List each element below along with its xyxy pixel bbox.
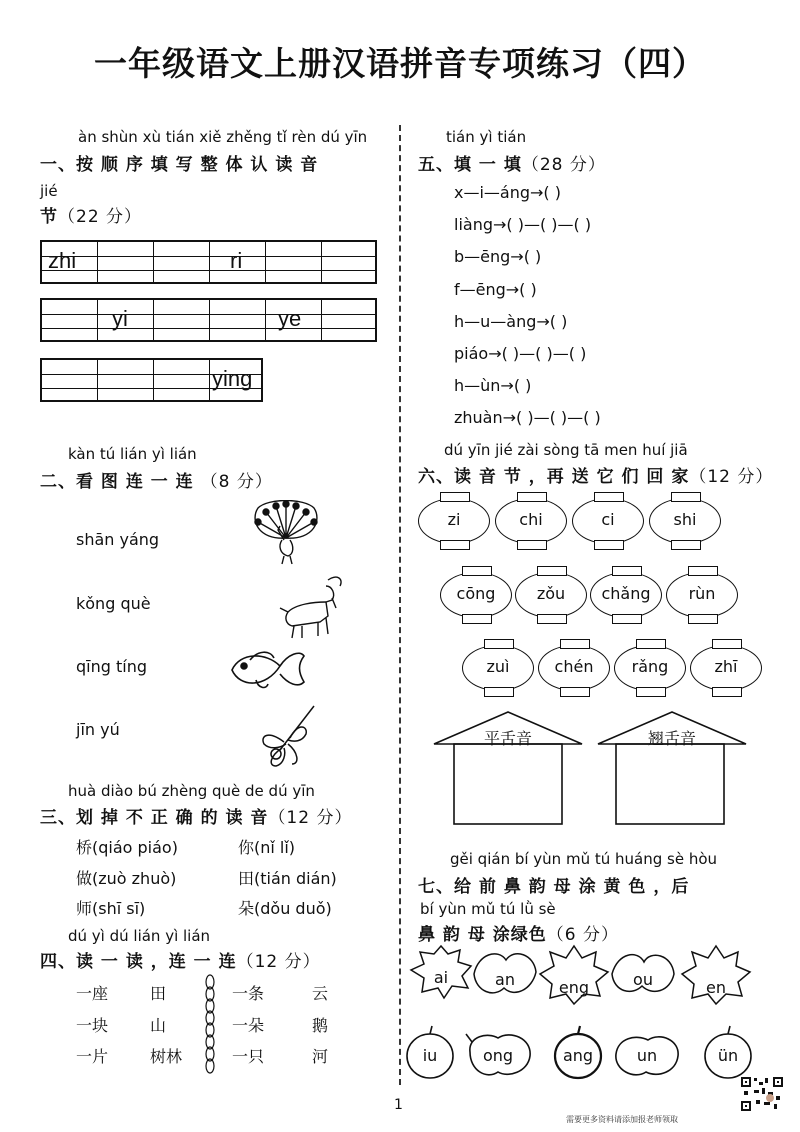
house-label: 平舌音: [483, 729, 532, 748]
s6-heading: 六、读 音 节 ，再 送 它 们 回 家（12 分）: [418, 467, 774, 487]
noun-word: 田: [150, 984, 167, 1003]
measure-word: 一只: [232, 1047, 265, 1066]
writing-grid-row2: [40, 298, 377, 342]
s3-heading: 三、划 掉 不 正 确 的 读 音（12 分）: [40, 808, 353, 828]
s4-heading: 四、读 一 读 ，连 一 连（12 分）: [40, 952, 321, 972]
lantern: [462, 645, 534, 691]
leaf-final: ou: [633, 970, 653, 989]
grid-text: zhi: [48, 248, 77, 273]
fruit-final: ün: [717, 1046, 739, 1065]
lantern-syllable: chǎng: [601, 584, 651, 603]
noun-word: 河: [312, 1047, 329, 1066]
writing-grid-row3: [40, 358, 263, 402]
fill-line: piáo→( )—( )—( ): [454, 344, 587, 363]
fill-line: liàng→( )—( )—( ): [454, 215, 592, 234]
lantern-syllable: zuì: [486, 657, 510, 676]
char-pinyin-item: 桥(qiáo piáo): [76, 838, 178, 857]
fruit-final: iu: [422, 1046, 438, 1065]
qr-note: 需要更多资料请添加报老师领取: [566, 1115, 678, 1124]
fill-line: f—ēng→( ): [454, 280, 537, 299]
pinyin-word: kǒng què: [76, 594, 151, 613]
s1-heading2: 节（22 分）: [40, 207, 143, 227]
fruit-final: un: [636, 1046, 658, 1065]
s1-heading: 一、按 顺 序 填 写 整 体 认 读 音: [40, 155, 319, 175]
measure-word: 一条: [232, 984, 265, 1003]
pinyin-word: qīng tíng: [76, 657, 147, 676]
leaf-final: eng: [558, 978, 590, 997]
lantern: [590, 572, 662, 618]
s1-pinyin2: jié: [40, 182, 58, 200]
peacock-icon: [248, 500, 323, 566]
s2-pinyin: kàn tú lián yì lián: [68, 445, 197, 463]
grid-text: ri: [230, 248, 243, 273]
s7-pinyin: gěi qián bí yùn mǔ tú huáng sè hòu: [450, 850, 718, 868]
char-pinyin-item: 做(zuò zhuò): [76, 869, 177, 888]
column-divider: [399, 125, 401, 1085]
page-number: 1: [394, 1097, 403, 1113]
grid-text: yi: [112, 306, 128, 331]
char-pinyin-item: 你(nǐ lǐ): [238, 838, 296, 857]
char-pinyin-item: 师(shī sī): [76, 899, 146, 918]
s6-pinyin: dú yīn jié zài sòng tā men huí jiā: [444, 441, 688, 459]
lantern-syllable: rùn: [688, 584, 716, 603]
lantern: [418, 498, 490, 544]
lantern: [666, 572, 738, 618]
lantern: [515, 572, 587, 618]
writing-grid-row1: [40, 240, 377, 284]
noun-word: 山: [150, 1016, 167, 1035]
pinyin-word: jīn yú: [76, 720, 120, 739]
lantern: [614, 645, 686, 691]
fill-line: h—ùn→( ): [454, 376, 532, 395]
fill-line: x—i—áng→( ): [454, 183, 561, 202]
lantern: [690, 645, 762, 691]
chain-divider: [202, 974, 218, 1078]
char-pinyin-item: 朵(dǒu duǒ): [238, 899, 332, 918]
s7-pinyin2: bí yùn mǔ tú lǜ sè: [420, 900, 556, 918]
pinyin-word: shān yáng: [76, 530, 160, 549]
noun-word: 鹅: [312, 1016, 329, 1035]
s7-heading2: 鼻 韵 母 涂绿色（6 分）: [418, 925, 619, 945]
goat-icon: [276, 572, 348, 640]
s2-heading: 二、看 图 连 一 连 （8 分）: [40, 472, 273, 492]
s4-pinyin: dú yì dú lián yì lián: [68, 927, 211, 945]
noun-word: 树林: [150, 1047, 183, 1066]
house-label: 翘舌音: [647, 729, 696, 748]
lantern-syllable: zǒu: [536, 584, 566, 603]
lantern-syllable: rǎng: [631, 657, 669, 676]
fruit-final: ong: [482, 1046, 514, 1065]
measure-word: 一座: [76, 984, 109, 1003]
grid-text: ye: [278, 306, 302, 331]
fill-line: b—ēng→( ): [454, 247, 542, 266]
lantern: [440, 572, 512, 618]
grid-text: ying: [212, 366, 253, 391]
s5-heading: 五、填 一 填（28 分）: [418, 155, 606, 175]
leaf-final: en: [706, 978, 726, 997]
lantern-syllable: cōng: [456, 584, 496, 603]
lantern: [649, 498, 721, 544]
lantern-syllable: ci: [601, 510, 615, 529]
measure-word: 一朵: [232, 1016, 265, 1035]
leaf-final: ai: [433, 968, 449, 987]
lantern-syllable: chén: [554, 657, 594, 676]
lantern: [538, 645, 610, 691]
s7-heading: 七、给 前 鼻 韵 母 涂 黄 色 ，后: [418, 877, 690, 897]
lantern-syllable: chi: [519, 510, 543, 529]
lantern: [495, 498, 567, 544]
lantern-syllable: shi: [673, 510, 697, 529]
page-title: 一年级语文上册汉语拼音专项练习（四）: [94, 44, 706, 83]
goldfish-icon: [228, 646, 306, 694]
lantern-syllable: zi: [447, 510, 461, 529]
s1-pinyin: àn shùn xù tián xiě zhěng tǐ rèn dú yīn: [78, 128, 368, 146]
lantern: [572, 498, 644, 544]
s5-pinyin: tián yì tián: [446, 128, 527, 146]
measure-word: 一片: [76, 1047, 109, 1066]
char-pinyin-item: 田(tián dián): [238, 869, 337, 888]
dragonfly-icon: [258, 704, 320, 770]
lantern-syllable: zhī: [714, 657, 738, 676]
noun-word: 云: [312, 984, 329, 1003]
leaf-final: an: [495, 970, 515, 989]
fill-line: h—u—àng→( ): [454, 312, 568, 331]
s3-pinyin: huà diào bú zhèng què de dú yīn: [68, 782, 315, 800]
fill-line: zhuàn→( )—( )—( ): [454, 408, 601, 427]
qr-code-icon: [740, 1076, 784, 1112]
measure-word: 一块: [76, 1016, 109, 1035]
fruit-final: ang: [562, 1046, 594, 1065]
